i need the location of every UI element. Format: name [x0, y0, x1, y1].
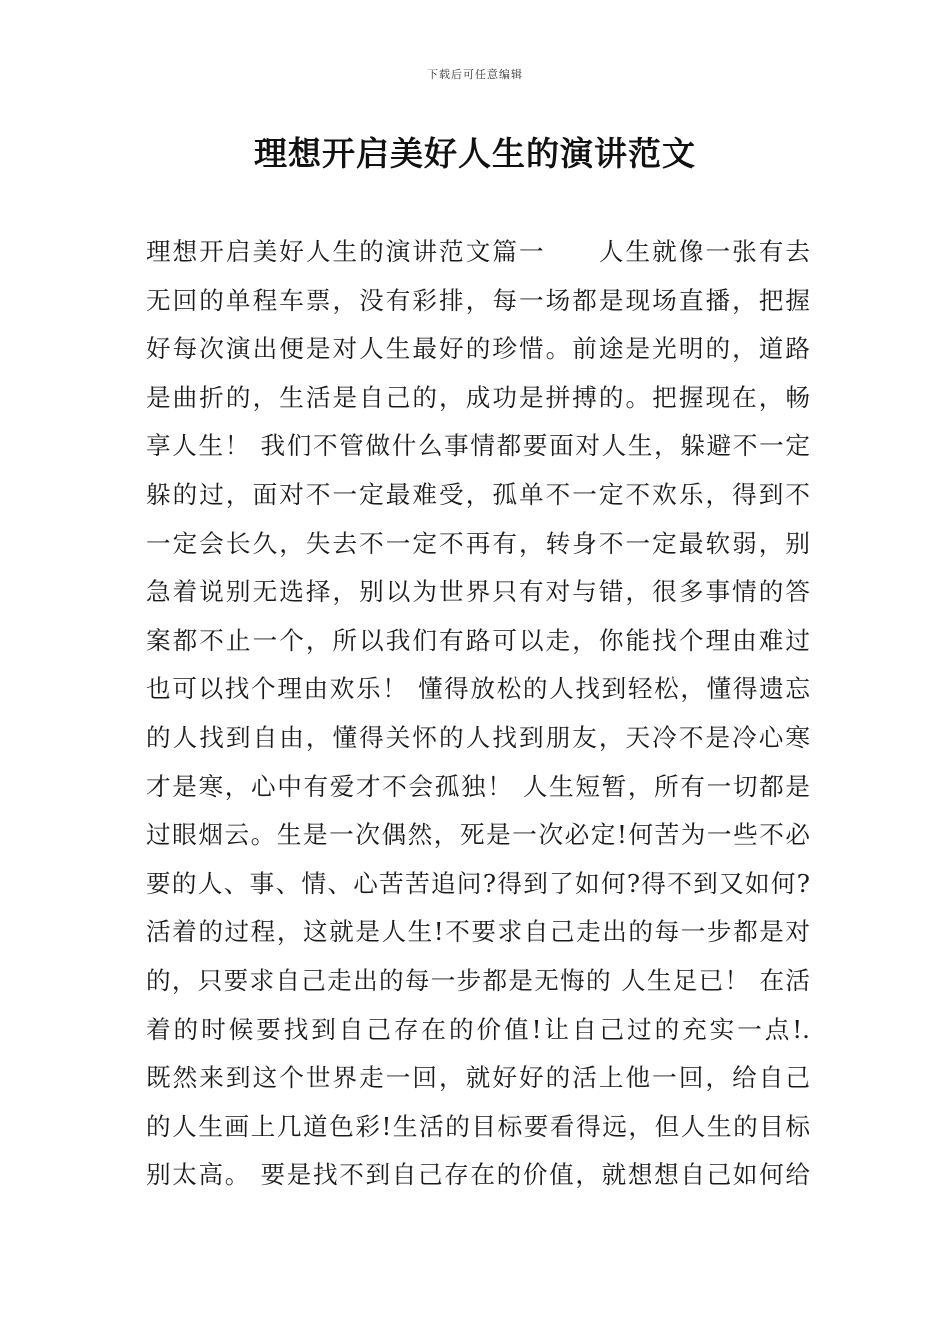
- body-line: 急着说别无选择，别以为世界只有对与错，很多事情的答: [146, 577, 810, 607]
- document-title: 理想开启美好人生的演讲范文: [254, 134, 696, 173]
- body-line: 好每次演出便是对人生最好的珍惜。前途是光明的，道路: [146, 334, 810, 364]
- body-line: 的人找到自由，懂得关怀的人找到朋友，天冷不是冷心寒: [146, 722, 810, 752]
- body-line: 无回的单程车票，没有彩排，每一场都是现场直播，把握: [146, 285, 810, 315]
- body-line: 既然来到这个世界走一回，就好好的活上他一回，给自己: [146, 1063, 810, 1093]
- body-line: 一定会长久，失去不一定不再有，转身不一定最软弱，别: [146, 528, 810, 558]
- document-body: [146, 228, 810, 1200]
- body-line: 活着的过程，这就是人生!不要求自己走出的每一步都是对: [146, 917, 810, 947]
- page-header-note: 下载后可任意编辑: [427, 68, 523, 81]
- body-line: 的人生画上几道色彩!生活的目标要看得远，但人生的目标: [146, 1111, 810, 1141]
- body-line: 着的时候要找到自己存在的价值!让自己过的充实一点!.: [146, 1014, 810, 1044]
- body-line: 的，只要求自己走出的每一步都是无悔的 人生足已！ 在活: [146, 965, 810, 995]
- body-line: 过眼烟云。生是一次偶然，死是一次必定!何苦为一些不必: [146, 820, 810, 850]
- body-line: 理想开启美好人生的演讲范文篇一 人生就像一张有去: [146, 237, 810, 266]
- body-line: 也可以找个理由欢乐！ 懂得放松的人找到轻松，懂得遗忘: [146, 674, 810, 704]
- body-line: 别太高。 要是找不到自己存在的价值，就想想自己如何给: [146, 1160, 810, 1190]
- body-line: 案都不止一个，所以我们有路可以走，你能找个理由难过: [146, 625, 810, 655]
- body-line: 要的人、事、情、心苦苦追问?得到了如何?得不到又如何?: [146, 868, 810, 898]
- body-line: 才是寒，心中有爱才不会孤独！ 人生短暂，所有一切都是: [146, 771, 810, 801]
- body-line: 是曲折的，生活是自己的，成功是拼搏的。把握现在，畅: [146, 382, 810, 412]
- body-line: 享人生！ 我们不管做什么事情都要面对人生，躲避不一定: [146, 431, 810, 461]
- body-line: 躲的过，面对不一定最难受，孤单不一定不欢乐，得到不: [146, 479, 810, 509]
